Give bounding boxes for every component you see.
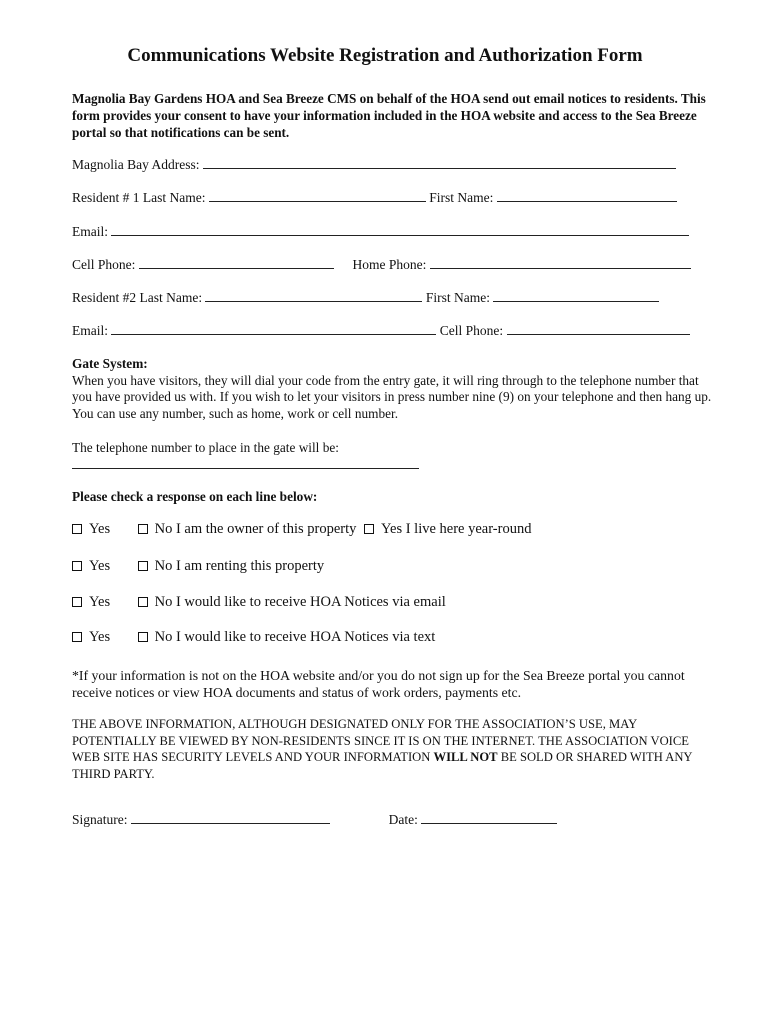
home1-field[interactable] xyxy=(430,257,691,269)
check-row-text-notices xyxy=(72,629,435,646)
portal-note: *If your information is not on the HOA website and/or you do not sign up for the Sea Breeze portal you cannot receive notices or view HOA documents and status of work orders, payments etc. xyxy=(72,668,685,700)
resident1-first-label: First Name: xyxy=(429,190,494,205)
email1-row xyxy=(72,224,689,240)
no-checkbox[interactable] xyxy=(138,561,148,571)
check-row-renting xyxy=(72,558,324,575)
no-checkbox[interactable] xyxy=(138,597,148,607)
cell1-field[interactable] xyxy=(139,257,334,269)
resident1-name-row xyxy=(72,190,677,206)
yes-checkbox[interactable] xyxy=(72,524,82,534)
resident1-last-field[interactable] xyxy=(209,190,426,202)
signature-label: Signature: xyxy=(72,812,128,827)
email2-field[interactable] xyxy=(111,323,436,335)
resident1-last-label: Resident # 1 Last Name: xyxy=(72,190,206,205)
address-row xyxy=(72,157,676,173)
cell2-label: Cell Phone: xyxy=(439,323,504,338)
year-round-checkbox[interactable] xyxy=(364,524,374,534)
gate-phone-label: The telephone number to place in the gate will be: xyxy=(72,440,339,455)
phone1-row xyxy=(72,257,691,273)
yes-checkbox[interactable] xyxy=(72,632,82,642)
signature-row xyxy=(72,812,557,828)
yes-label: Yes xyxy=(89,558,111,574)
yes-checkbox[interactable] xyxy=(72,597,82,607)
yes-label: Yes xyxy=(89,594,111,610)
home1-label: Home Phone: xyxy=(352,257,427,272)
no-label: No I would like to receive HOA Notices via text xyxy=(154,629,436,645)
form-title: Communications Website Registration and Authorization Form xyxy=(127,45,643,66)
no-label: No I would like to receive HOA Notices via email xyxy=(154,594,446,610)
email1-field[interactable] xyxy=(111,224,689,236)
no-label: No I am renting this property xyxy=(154,558,325,574)
yes-label: Yes xyxy=(89,629,111,645)
gate-section xyxy=(72,356,712,422)
resident2-first-label: First Name: xyxy=(425,290,490,305)
gate-phone-field[interactable] xyxy=(72,458,419,469)
disclaimer-text: THE ABOVE INFORMATION, ALTHOUGH DESIGNATED ONLY FOR THE ASSOCIATION’S USE, MAY POTENTIALLY BE VIEWED BY NON-RESIDENTS SINCE IT IS ON THE INTERNET. THE ASSOCIATION VOICE WEB SITE HAS SECURITY LEVELS AND YOUR INFORMATION xyxy=(72,717,689,764)
address-label: Magnolia Bay Address: xyxy=(72,157,200,172)
no-label: No I am the owner of this property xyxy=(154,521,357,537)
intro-paragraph: Magnolia Bay Gardens HOA and Sea Breeze CMS on behalf of the HOA send out email notices to residents. This form provides your consent to have your information included in the HOA website and access to the Sea Breeze portal so that notifications can be sent. xyxy=(72,91,706,140)
disclaimer-tail: BE SOLD OR SHARED WITH ANY THIRD PARTY. xyxy=(72,750,693,781)
yes-checkbox[interactable] xyxy=(72,561,82,571)
address-field[interactable] xyxy=(203,157,676,169)
resident2-name-row xyxy=(72,290,659,306)
disclaimer-emphasis: WILL NOT xyxy=(433,750,498,764)
gate-heading: Gate System: xyxy=(72,356,148,371)
date-field[interactable] xyxy=(421,812,557,824)
signature-field[interactable] xyxy=(131,812,330,824)
contact2-row xyxy=(72,323,690,339)
gate-body: When you have visitors, they will dial your code from the entry gate, it will ring through to the telephone number that you have provided us with. If you wish to let your visitors in press number nine (9) on your telephone and then hang up. You can use any number, such as home, work or cell number. xyxy=(72,372,712,421)
email1-label: Email: xyxy=(72,224,108,239)
no-checkbox[interactable] xyxy=(138,632,148,642)
checks-heading: Please check a response on each line below: xyxy=(72,489,318,504)
cell2-field[interactable] xyxy=(507,323,690,335)
resident2-first-field[interactable] xyxy=(493,290,659,302)
date-label: Date: xyxy=(388,812,418,827)
resident2-last-label: Resident #2 Last Name: xyxy=(72,290,203,305)
disclaimer xyxy=(72,716,712,782)
gate-phone-section xyxy=(72,440,712,473)
resident1-first-field[interactable] xyxy=(497,190,677,202)
check-row-email-notices xyxy=(72,594,446,611)
yes-label: Yes xyxy=(89,521,111,537)
cell1-label: Cell Phone: xyxy=(72,257,136,272)
resident2-last-field[interactable] xyxy=(205,290,422,302)
check-row-owner xyxy=(72,521,531,538)
email2-label: Email: xyxy=(72,323,108,338)
no-checkbox[interactable] xyxy=(138,524,148,534)
year-round-label: Yes I live here year-round xyxy=(381,521,532,537)
